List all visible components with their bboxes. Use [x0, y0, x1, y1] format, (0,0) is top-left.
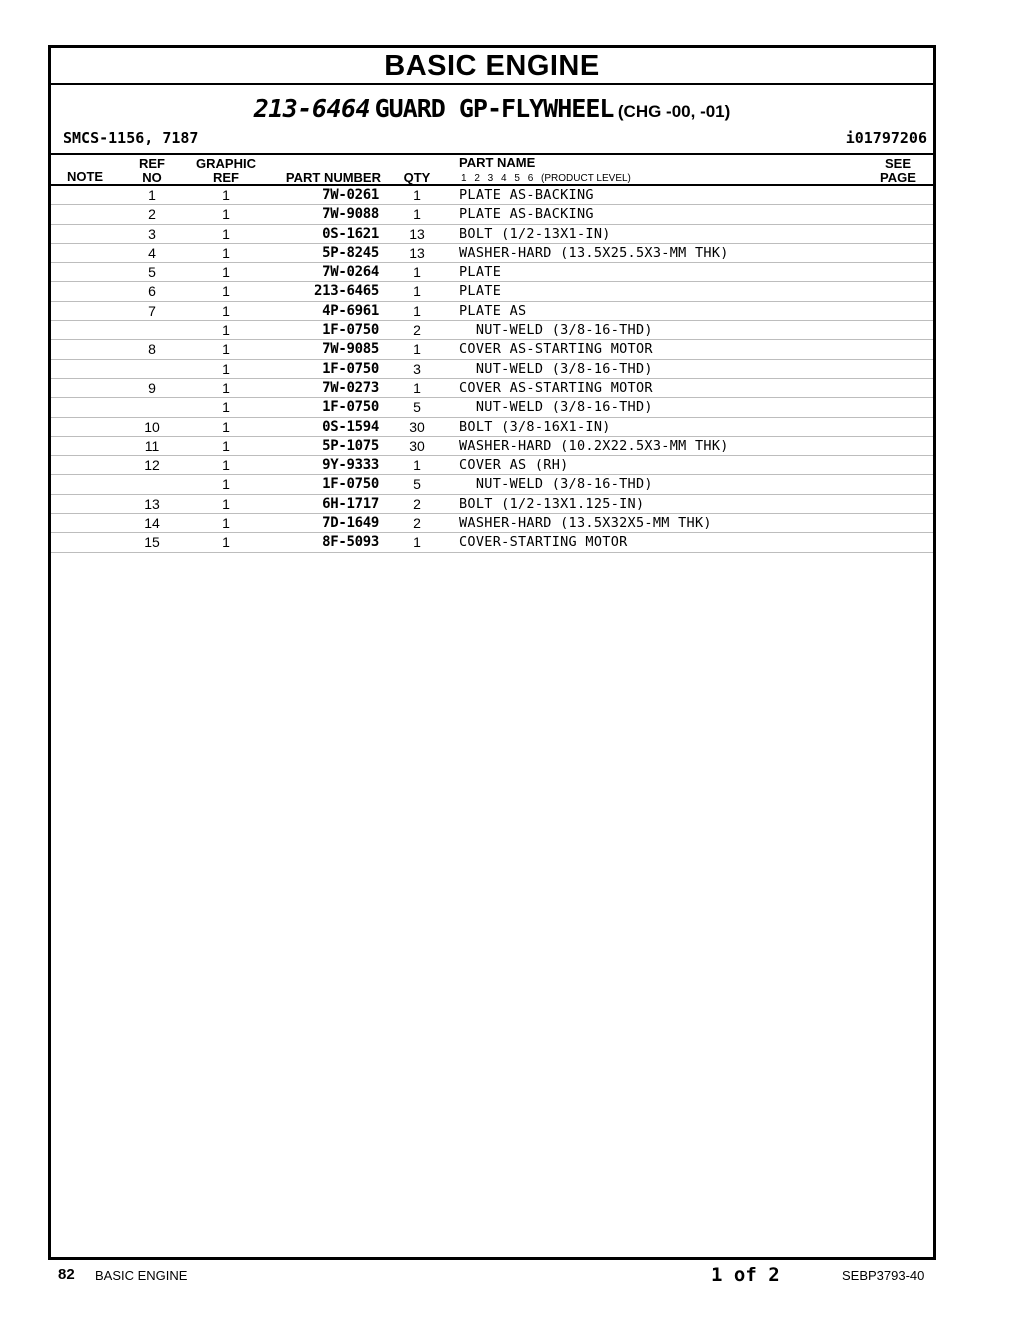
- table-row: [51, 282, 933, 301]
- qty-cell: 3: [413, 360, 421, 377]
- ref-no-cell: 12: [144, 457, 160, 474]
- footer-section: BASIC ENGINE: [95, 1268, 188, 1283]
- part-number-cell: 1F-0750: [322, 360, 379, 377]
- ref-no-cell: 2: [148, 206, 156, 223]
- part-name-cell: COVER AS (RH): [459, 457, 569, 474]
- section-title: BASIC ENGINE: [51, 48, 933, 85]
- header-ref-no-line1: REF: [139, 156, 165, 171]
- part-name-cell: PLATE AS-BACKING: [459, 187, 594, 203]
- table-row: [51, 184, 933, 205]
- header-graphic-ref-line2: REF: [213, 170, 239, 185]
- qty-cell: 13: [409, 244, 425, 261]
- header-graphic-ref-line1: GRAPHIC: [196, 156, 256, 171]
- header-see-page: [873, 157, 923, 185]
- ref-no-cell: 5: [148, 264, 156, 281]
- part-number-cell: 5P-1075: [322, 437, 379, 454]
- table-row: [51, 533, 933, 552]
- qty-cell: 13: [409, 225, 425, 242]
- table-row: [51, 418, 933, 437]
- parts-page-frame: [48, 45, 936, 1260]
- product-level-label: (PRODUCT LEVEL): [541, 173, 631, 184]
- part-number-cell: 7W-9085: [322, 341, 379, 358]
- qty-cell: 1: [413, 457, 421, 474]
- header-part-number: PART NUMBER: [285, 170, 381, 185]
- part-name-cell: WASHER-HARD (10.2X22.5X3-MM THK): [459, 437, 729, 454]
- graphic-ref-cell: 1: [222, 418, 230, 435]
- illustration-id: i01797206: [845, 129, 927, 147]
- part-name-cell: PLATE: [459, 283, 502, 300]
- header-graphic-ref: [191, 157, 261, 185]
- qty-cell: 5: [413, 399, 421, 416]
- qty-cell: 1: [413, 341, 421, 358]
- part-number-cell: 0S-1594: [322, 418, 379, 435]
- qty-cell: 5: [413, 476, 421, 493]
- table-row: [51, 514, 933, 533]
- parts-table: [51, 184, 933, 553]
- qty-cell: 1: [413, 206, 421, 223]
- group-name: GUARD GP-FLYWHEEL: [374, 94, 614, 123]
- ref-no-cell: 7: [148, 302, 156, 319]
- ref-no-cell: 9: [148, 379, 156, 396]
- ref-no-cell: 11: [144, 437, 160, 454]
- table-row: [51, 321, 933, 340]
- part-number-cell: 8F-5093: [322, 534, 379, 551]
- qty-cell: 1: [413, 283, 421, 300]
- qty-cell: 1: [413, 534, 421, 551]
- group-change-levels: (CHG -00, -01): [617, 102, 731, 121]
- table-row: [51, 379, 933, 398]
- part-name-cell: BOLT (1/2-13X1.125-IN): [459, 495, 645, 512]
- ref-no-cell: 3: [148, 225, 156, 242]
- table-row: [51, 263, 933, 282]
- qty-cell: 2: [413, 322, 421, 339]
- smcs-codes: SMCS-1156, 7187: [63, 129, 199, 147]
- part-number-cell: 7W-0264: [322, 264, 379, 281]
- part-name-cell: WASHER-HARD (13.5X25.5X3-MM THK): [459, 244, 729, 261]
- part-name-cell: BOLT (1/2-13X1-IN): [459, 225, 611, 242]
- graphic-ref-cell: 1: [222, 399, 230, 416]
- qty-cell: 1: [413, 187, 421, 203]
- graphic-ref-cell: 1: [222, 302, 230, 319]
- table-row: [51, 205, 933, 224]
- header-see-page-line2: PAGE: [880, 170, 916, 185]
- table-row: [51, 340, 933, 359]
- part-name-cell: NUT-WELD (3/8-16-THD): [459, 322, 653, 339]
- table-row: [51, 398, 933, 417]
- group-title: [51, 94, 933, 123]
- part-number-cell: 4P-6961: [322, 302, 379, 319]
- qty-cell: 30: [409, 418, 425, 435]
- ref-no-cell: 8: [148, 341, 156, 358]
- header-qty: QTY: [403, 170, 431, 185]
- group-number: 213-6464: [253, 94, 371, 123]
- header-ref-no: [131, 157, 173, 185]
- part-name-cell: NUT-WELD (3/8-16-THD): [459, 476, 653, 493]
- ref-no-cell: 14: [144, 515, 160, 532]
- part-name-cell: NUT-WELD (3/8-16-THD): [459, 360, 653, 377]
- table-row: [51, 302, 933, 321]
- part-number-cell: 7D-1649: [322, 515, 379, 532]
- ref-no-cell: 6: [148, 283, 156, 300]
- graphic-ref-cell: 1: [222, 264, 230, 281]
- footer-document-number: SEBP3793-40: [842, 1268, 925, 1283]
- part-name-cell: WASHER-HARD (13.5X32X5-MM THK): [459, 515, 712, 532]
- graphic-ref-cell: 1: [222, 360, 230, 377]
- graphic-ref-cell: 1: [222, 457, 230, 474]
- table-row: [51, 495, 933, 514]
- table-row: [51, 244, 933, 263]
- ref-no-cell: 10: [144, 418, 160, 435]
- qty-cell: 2: [413, 495, 421, 512]
- part-number-cell: 5P-8245: [322, 244, 379, 261]
- header-see-page-line1: SEE: [884, 156, 911, 171]
- graphic-ref-cell: 1: [222, 476, 230, 493]
- part-number-cell: 1F-0750: [322, 399, 379, 416]
- product-level-numbers: 1 2 3 4 5 6: [461, 173, 534, 184]
- part-number-cell: 0S-1621: [322, 225, 379, 242]
- part-number-cell: 213-6465: [313, 283, 379, 300]
- qty-cell: 1: [413, 302, 421, 319]
- graphic-ref-cell: 1: [222, 283, 230, 300]
- header-ref-no-line2: NO: [142, 170, 162, 185]
- part-name-cell: COVER-STARTING MOTOR: [459, 534, 628, 551]
- ref-no-cell: 4: [148, 244, 156, 261]
- ref-no-cell: 15: [144, 534, 160, 551]
- table-row: [51, 456, 933, 475]
- product-levels: [461, 173, 631, 184]
- part-number-cell: 1F-0750: [322, 322, 379, 339]
- part-number-cell: 6H-1717: [322, 495, 379, 512]
- table-row: [51, 475, 933, 494]
- graphic-ref-cell: 1: [222, 225, 230, 242]
- part-name-cell: COVER AS-STARTING MOTOR: [459, 379, 653, 396]
- footer-page-of: 1 of 2: [711, 1264, 780, 1286]
- graphic-ref-cell: 1: [222, 341, 230, 358]
- table-row: [51, 225, 933, 244]
- part-name-cell: PLATE AS-BACKING: [459, 206, 594, 223]
- part-name-cell: PLATE AS: [459, 302, 527, 319]
- graphic-ref-cell: 1: [222, 515, 230, 532]
- table-row: [51, 360, 933, 379]
- graphic-ref-cell: 1: [222, 495, 230, 512]
- qty-cell: 2: [413, 515, 421, 532]
- part-name-cell: PLATE: [459, 264, 502, 281]
- part-name-cell: BOLT (3/8-16X1-IN): [459, 418, 611, 435]
- part-name-cell: COVER AS-STARTING MOTOR: [459, 341, 653, 358]
- part-number-cell: 7W-0261: [322, 187, 379, 203]
- graphic-ref-cell: 1: [222, 206, 230, 223]
- graphic-ref-cell: 1: [222, 534, 230, 551]
- table-row: [51, 437, 933, 456]
- qty-cell: 1: [413, 264, 421, 281]
- footer-page-number: 82: [58, 1266, 75, 1283]
- graphic-ref-cell: 1: [222, 437, 230, 454]
- part-number-cell: 9Y-9333: [322, 457, 379, 474]
- part-number-cell: 7W-0273: [322, 379, 379, 396]
- part-name-cell: NUT-WELD (3/8-16-THD): [459, 399, 653, 416]
- part-number-cell: 1F-0750: [322, 476, 379, 493]
- header-part-name: PART NAME: [459, 155, 536, 170]
- graphic-ref-cell: 1: [222, 244, 230, 261]
- header-note: NOTE: [66, 169, 104, 184]
- qty-cell: 30: [409, 437, 425, 454]
- ref-no-cell: 1: [148, 187, 156, 203]
- graphic-ref-cell: 1: [222, 322, 230, 339]
- ref-no-cell: 13: [144, 495, 160, 512]
- graphic-ref-cell: 1: [222, 187, 230, 203]
- part-number-cell: 7W-9088: [322, 206, 379, 223]
- qty-cell: 1: [413, 379, 421, 396]
- graphic-ref-cell: 1: [222, 379, 230, 396]
